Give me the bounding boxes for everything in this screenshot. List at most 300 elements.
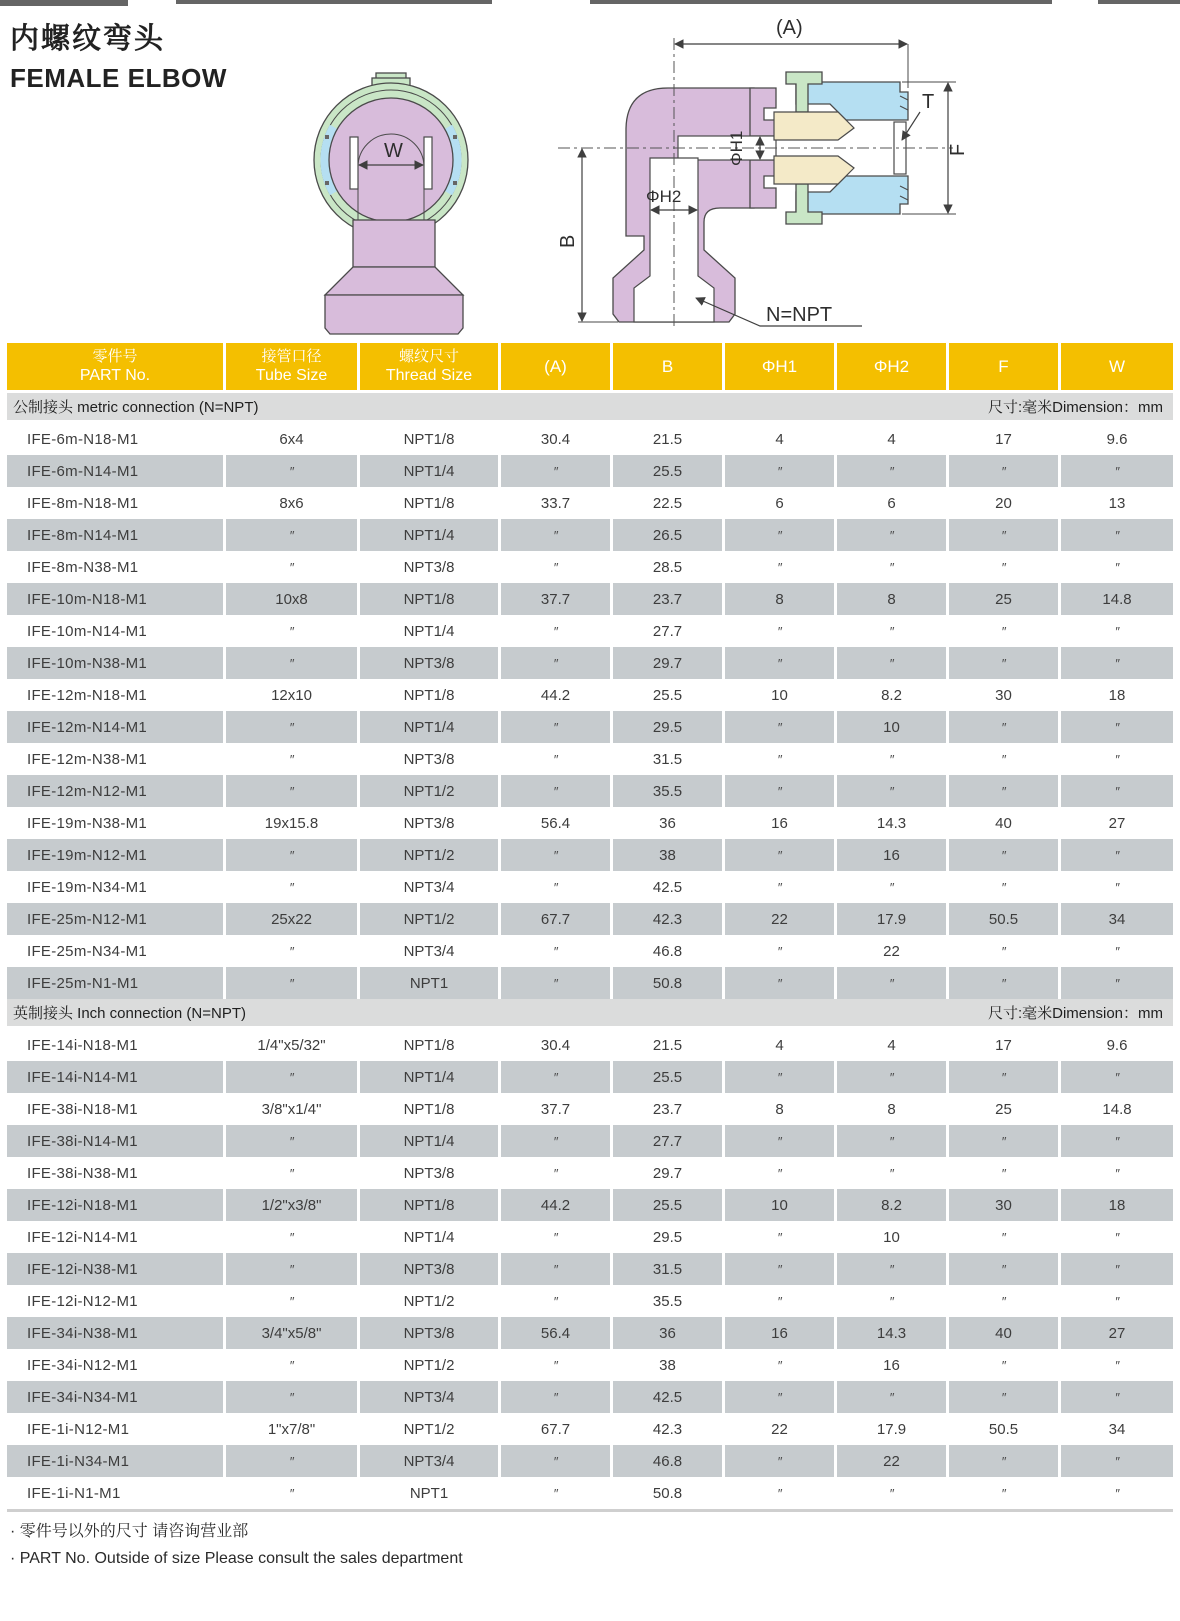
value-cell: ″ [226, 935, 360, 967]
value-cell: ″ [226, 839, 360, 871]
value-cell: ″ [837, 1285, 949, 1317]
value-cell: NPT1/2 [360, 903, 501, 935]
value-cell: 46.8 [613, 1445, 725, 1477]
value-cell: ″ [949, 519, 1061, 551]
value-cell: 25.5 [613, 1189, 725, 1221]
value-cell: 27 [1061, 807, 1173, 839]
value-cell: 35.5 [613, 775, 725, 807]
value-cell: 30.4 [501, 423, 613, 455]
table-row [7, 583, 1173, 615]
value-cell: ″ [501, 871, 613, 903]
value-cell: ″ [725, 839, 837, 871]
table-row [7, 935, 1173, 967]
value-cell: 23.7 [613, 583, 725, 615]
value-cell: ″ [1061, 1477, 1173, 1509]
value-cell: NPT1/4 [360, 615, 501, 647]
value-cell: ″ [501, 615, 613, 647]
value-cell: 16 [725, 807, 837, 839]
value-cell: ″ [725, 1221, 837, 1253]
part-no-cell: IFE-12i-N12-M1 [7, 1285, 226, 1317]
col-f: F [949, 343, 1061, 393]
part-no-cell: IFE-1i-N34-M1 [7, 1445, 226, 1477]
table-row [7, 679, 1173, 711]
value-cell: 44.2 [501, 1189, 613, 1221]
table-row [7, 551, 1173, 583]
value-cell: ″ [949, 1285, 1061, 1317]
value-cell: 8.2 [837, 679, 949, 711]
part-no-cell: IFE-25m-N1-M1 [7, 967, 226, 999]
value-cell: ″ [226, 647, 360, 679]
value-cell: ″ [949, 615, 1061, 647]
value-cell: NPT1/8 [360, 583, 501, 615]
value-cell: 22 [725, 1413, 837, 1445]
value-cell: ″ [949, 871, 1061, 903]
value-cell: NPT1/2 [360, 1285, 501, 1317]
value-cell: ″ [949, 1445, 1061, 1477]
section-header-row [7, 999, 1173, 1029]
value-cell: NPT3/8 [360, 1317, 501, 1349]
table-row [7, 1125, 1173, 1157]
value-cell: ″ [501, 743, 613, 775]
dimension-table [7, 343, 1173, 1512]
table-row [7, 647, 1173, 679]
dim-t-label: T [922, 91, 935, 113]
value-cell: ″ [226, 1285, 360, 1317]
value-cell: 67.7 [501, 903, 613, 935]
value-cell: NPT1/4 [360, 519, 501, 551]
table-body [7, 393, 1173, 1509]
value-cell: 16 [837, 839, 949, 871]
value-cell: ″ [226, 1061, 360, 1093]
value-cell: 9.6 [1061, 1029, 1173, 1061]
value-cell: ″ [949, 551, 1061, 583]
value-cell: 42.3 [613, 903, 725, 935]
value-cell: 29.5 [613, 1221, 725, 1253]
value-cell: ″ [949, 647, 1061, 679]
value-cell: 29.5 [613, 711, 725, 743]
body-flare [325, 267, 463, 295]
table-row [7, 1221, 1173, 1253]
value-cell: ″ [725, 615, 837, 647]
value-cell: 37.7 [501, 1093, 613, 1125]
table-row [7, 487, 1173, 519]
value-cell: ″ [837, 1157, 949, 1189]
value-cell: 14.8 [1061, 1093, 1173, 1125]
value-cell: ″ [226, 1253, 360, 1285]
dim-a-label: (A) [776, 17, 803, 39]
value-cell: 42.5 [613, 871, 725, 903]
part-no-cell: IFE-12m-N38-M1 [7, 743, 226, 775]
value-cell: ″ [1061, 871, 1173, 903]
part-no-cell: IFE-38i-N18-M1 [7, 1093, 226, 1125]
page-title-zh: 内螺纹弯头 [10, 23, 166, 55]
value-cell: ″ [1061, 1221, 1173, 1253]
part-no-cell: IFE-14i-N14-M1 [7, 1061, 226, 1093]
table-row [7, 903, 1173, 935]
value-cell: ″ [837, 1477, 949, 1509]
value-cell: ″ [501, 935, 613, 967]
value-cell: 67.7 [501, 1413, 613, 1445]
value-cell: ″ [501, 1125, 613, 1157]
value-cell: 20 [949, 487, 1061, 519]
value-cell: ″ [1061, 935, 1173, 967]
part-no-cell: IFE-1i-N1-M1 [7, 1477, 226, 1509]
value-cell: NPT1/4 [360, 1061, 501, 1093]
value-cell: 21.5 [613, 423, 725, 455]
value-cell: NPT1/4 [360, 455, 501, 487]
value-cell: ″ [1061, 967, 1173, 999]
value-cell: 12x10 [226, 679, 360, 711]
table-row [7, 1093, 1173, 1125]
value-cell: 38 [613, 1349, 725, 1381]
value-cell: 8 [837, 583, 949, 615]
value-cell: ″ [1061, 1285, 1173, 1317]
header [10, 16, 227, 94]
value-cell: NPT1/8 [360, 1093, 501, 1125]
value-cell: 3/8"x1/4" [226, 1093, 360, 1125]
value-cell: 25.5 [613, 679, 725, 711]
part-no-cell: IFE-19m-N34-M1 [7, 871, 226, 903]
value-cell: 3/4"x5/8" [226, 1317, 360, 1349]
section-header-row [7, 393, 1173, 423]
part-no-cell: IFE-6m-N14-M1 [7, 455, 226, 487]
part-no-cell: IFE-12m-N18-M1 [7, 679, 226, 711]
value-cell: 17.9 [837, 1413, 949, 1445]
table-row [7, 711, 1173, 743]
value-cell: NPT3/8 [360, 1253, 501, 1285]
value-cell: ″ [226, 743, 360, 775]
part-no-cell: IFE-19m-N38-M1 [7, 807, 226, 839]
value-cell: 8.2 [837, 1189, 949, 1221]
table-row [7, 455, 1173, 487]
value-cell: 25 [949, 583, 1061, 615]
value-cell: 8 [725, 1093, 837, 1125]
value-cell: 30.4 [501, 1029, 613, 1061]
value-cell: ″ [1061, 775, 1173, 807]
part-no-cell: IFE-14i-N18-M1 [7, 1029, 226, 1061]
value-cell: 22 [725, 903, 837, 935]
value-cell: ″ [725, 871, 837, 903]
value-cell: ″ [1061, 519, 1173, 551]
table-row [7, 1061, 1173, 1093]
col-h1: ΦH1 [725, 343, 837, 393]
value-cell: ″ [949, 455, 1061, 487]
value-cell: NPT1/4 [360, 1125, 501, 1157]
value-cell: ″ [949, 743, 1061, 775]
dimension-unit-note: 尺寸:毫米Dimension：mm [987, 399, 1163, 416]
value-cell: NPT3/4 [360, 1445, 501, 1477]
value-cell: ″ [226, 1381, 360, 1413]
value-cell: ″ [226, 775, 360, 807]
value-cell: ″ [837, 775, 949, 807]
value-cell: 21.5 [613, 1029, 725, 1061]
value-cell: NPT1/4 [360, 711, 501, 743]
value-cell: NPT3/8 [360, 647, 501, 679]
value-cell: 46.8 [613, 935, 725, 967]
part-no-cell: IFE-12m-N14-M1 [7, 711, 226, 743]
value-cell: ″ [1061, 647, 1173, 679]
table-row [7, 871, 1173, 903]
value-cell: ″ [837, 967, 949, 999]
value-cell: ″ [1061, 1157, 1173, 1189]
table-row [7, 1285, 1173, 1317]
value-cell: 16 [837, 1349, 949, 1381]
part-no-cell: IFE-1i-N12-M1 [7, 1413, 226, 1445]
value-cell: 50.5 [949, 903, 1061, 935]
part-no-cell: IFE-34i-N34-M1 [7, 1381, 226, 1413]
value-cell: 10 [837, 1221, 949, 1253]
value-cell: ″ [226, 1477, 360, 1509]
part-no-cell: IFE-12i-N18-M1 [7, 1189, 226, 1221]
value-cell: ″ [226, 1349, 360, 1381]
value-cell: 28.5 [613, 551, 725, 583]
value-cell: ″ [837, 1061, 949, 1093]
footnote-en: · PART No. Outside of size Please consult the sales department [10, 1550, 463, 1567]
table-header-row [7, 343, 1173, 393]
value-cell: ″ [837, 455, 949, 487]
value-cell: NPT1 [360, 967, 501, 999]
value-cell: 8x6 [226, 487, 360, 519]
value-cell: ″ [949, 1349, 1061, 1381]
value-cell: 18 [1061, 679, 1173, 711]
body-neck [353, 220, 435, 267]
value-cell: ″ [501, 1349, 613, 1381]
value-cell: 25.5 [613, 455, 725, 487]
part-no-cell: IFE-34i-N12-M1 [7, 1349, 226, 1381]
value-cell: ″ [226, 871, 360, 903]
value-cell: 6x4 [226, 423, 360, 455]
part-no-cell: IFE-6m-N18-M1 [7, 423, 226, 455]
value-cell: ″ [501, 647, 613, 679]
front-view-diagram [268, 52, 528, 347]
value-cell: NPT1/4 [360, 1221, 501, 1253]
value-cell: ″ [725, 743, 837, 775]
footnote-zh: · 零件号以外的尺寸 请咨询营业部 [10, 1523, 249, 1540]
table-row [7, 1157, 1173, 1189]
value-cell: ″ [501, 519, 613, 551]
value-cell: 10x8 [226, 583, 360, 615]
value-cell: 18 [1061, 1189, 1173, 1221]
section-title: 公制接头 metric connection (N=NPT) [13, 399, 259, 416]
value-cell: ″ [1061, 551, 1173, 583]
value-cell: 4 [837, 1029, 949, 1061]
value-cell: 44.2 [501, 679, 613, 711]
value-cell: 36 [613, 807, 725, 839]
value-cell: 17.9 [837, 903, 949, 935]
value-cell: NPT1/8 [360, 423, 501, 455]
value-cell: 31.5 [613, 743, 725, 775]
value-cell: ″ [725, 455, 837, 487]
value-cell: ″ [226, 615, 360, 647]
value-cell: ″ [1061, 743, 1173, 775]
value-cell: ″ [226, 1157, 360, 1189]
value-cell: ″ [725, 1157, 837, 1189]
value-cell: ″ [1061, 711, 1173, 743]
section-view-diagram [528, 8, 1008, 353]
value-cell: 56.4 [501, 807, 613, 839]
table-row [7, 967, 1173, 999]
value-cell: ″ [837, 615, 949, 647]
table-row [7, 1477, 1173, 1509]
table-row [7, 1413, 1173, 1445]
value-cell: NPT1/8 [360, 1189, 501, 1221]
value-cell: 37.7 [501, 583, 613, 615]
value-cell: ″ [501, 551, 613, 583]
value-cell: 4 [725, 423, 837, 455]
value-cell: ″ [1061, 615, 1173, 647]
value-cell: 23.7 [613, 1093, 725, 1125]
sleeve-bottom [774, 156, 854, 184]
value-cell: ″ [1061, 1381, 1173, 1413]
value-cell: ″ [949, 1125, 1061, 1157]
table-row [7, 1253, 1173, 1285]
part-no-cell: IFE-38i-N14-M1 [7, 1125, 226, 1157]
table-row [7, 519, 1173, 551]
value-cell: 6 [725, 487, 837, 519]
value-cell: 30 [949, 679, 1061, 711]
col-w: W [1061, 343, 1173, 393]
table-row [7, 1445, 1173, 1477]
value-cell: 38 [613, 839, 725, 871]
value-cell: ″ [501, 1381, 613, 1413]
section-title: 英制接头 Inch connection (N=NPT) [13, 1005, 246, 1022]
value-cell: ″ [226, 551, 360, 583]
value-cell: 27 [1061, 1317, 1173, 1349]
value-cell: ″ [837, 1253, 949, 1285]
part-no-cell: IFE-38i-N38-M1 [7, 1157, 226, 1189]
value-cell: 25.5 [613, 1061, 725, 1093]
value-cell: 35.5 [613, 1285, 725, 1317]
table-row [7, 807, 1173, 839]
table-row [7, 743, 1173, 775]
value-cell: 4 [837, 423, 949, 455]
value-cell: 6 [837, 487, 949, 519]
value-cell: 25 [949, 1093, 1061, 1125]
value-cell: 50.8 [613, 1477, 725, 1509]
value-cell: ″ [226, 455, 360, 487]
value-cell: ″ [1061, 1349, 1173, 1381]
value-cell: ″ [501, 775, 613, 807]
part-no-cell: IFE-12i-N38-M1 [7, 1253, 226, 1285]
dim-f-label: F [947, 143, 969, 156]
value-cell: ″ [949, 967, 1061, 999]
value-cell: ″ [1061, 1125, 1173, 1157]
value-cell: 50.5 [949, 1413, 1061, 1445]
value-cell: 16 [725, 1317, 837, 1349]
value-cell: ″ [725, 775, 837, 807]
value-cell: 36 [613, 1317, 725, 1349]
value-cell: ″ [725, 647, 837, 679]
col-h2: ΦH2 [837, 343, 949, 393]
value-cell: ″ [949, 1061, 1061, 1093]
value-cell: ″ [949, 935, 1061, 967]
value-cell: ″ [226, 1125, 360, 1157]
value-cell: ″ [837, 519, 949, 551]
value-cell: 31.5 [613, 1253, 725, 1285]
value-cell: ″ [1061, 1253, 1173, 1285]
value-cell: ″ [501, 1061, 613, 1093]
table-row [7, 1349, 1173, 1381]
value-cell: ″ [725, 1253, 837, 1285]
footnotes [10, 1518, 463, 1577]
value-cell: ″ [837, 871, 949, 903]
value-cell: 1/2"x3/8" [226, 1189, 360, 1221]
part-no-cell: IFE-10m-N14-M1 [7, 615, 226, 647]
value-cell: 29.7 [613, 647, 725, 679]
value-cell: 14.3 [837, 807, 949, 839]
table-row [7, 839, 1173, 871]
value-cell: ″ [501, 455, 613, 487]
value-cell: NPT3/4 [360, 935, 501, 967]
value-cell: ″ [1061, 1061, 1173, 1093]
value-cell: 26.5 [613, 519, 725, 551]
part-no-cell: IFE-25m-N34-M1 [7, 935, 226, 967]
value-cell: 42.5 [613, 1381, 725, 1413]
value-cell: NPT1/2 [360, 775, 501, 807]
value-cell: 10 [725, 1189, 837, 1221]
value-cell: ″ [949, 775, 1061, 807]
value-cell: NPT3/4 [360, 1381, 501, 1413]
value-cell: 33.7 [501, 487, 613, 519]
value-cell: ″ [226, 711, 360, 743]
table-row [7, 1189, 1173, 1221]
dim-h1-label: ΦH1 [727, 130, 746, 166]
value-cell: 14.8 [1061, 583, 1173, 615]
part-no-cell: IFE-10m-N18-M1 [7, 583, 226, 615]
value-cell: ″ [949, 1253, 1061, 1285]
value-cell: ″ [949, 839, 1061, 871]
value-cell: ″ [725, 1381, 837, 1413]
value-cell: ″ [501, 1157, 613, 1189]
value-cell: NPT3/8 [360, 551, 501, 583]
value-cell: ″ [501, 1253, 613, 1285]
value-cell: ″ [725, 711, 837, 743]
value-cell: 22.5 [613, 487, 725, 519]
value-cell: ″ [501, 1477, 613, 1509]
value-cell: NPT1/2 [360, 1349, 501, 1381]
value-cell: 17 [949, 423, 1061, 455]
value-cell: ″ [226, 967, 360, 999]
table-row [7, 615, 1173, 647]
value-cell: 1"x7/8" [226, 1413, 360, 1445]
table-row [7, 775, 1173, 807]
dimension-unit-note: 尺寸:毫米Dimension：mm [987, 1005, 1163, 1022]
value-cell: ″ [949, 711, 1061, 743]
col-a: (A) [501, 343, 613, 393]
value-cell: NPT3/8 [360, 1157, 501, 1189]
dim-h2-label: ΦH2 [646, 187, 682, 206]
value-cell: ″ [837, 1381, 949, 1413]
value-cell: ″ [949, 1157, 1061, 1189]
value-cell: 25x22 [226, 903, 360, 935]
value-cell: ″ [725, 519, 837, 551]
part-no-cell: IFE-8m-N14-M1 [7, 519, 226, 551]
table-row [7, 1029, 1173, 1061]
value-cell: 42.3 [613, 1413, 725, 1445]
value-cell: ″ [725, 967, 837, 999]
value-cell: NPT1/2 [360, 1413, 501, 1445]
page-title-en: FEMALE ELBOW [10, 63, 227, 93]
value-cell: 8 [725, 583, 837, 615]
col-thread-size: 螺纹尺寸 Thread Size [360, 343, 501, 393]
npt-note-label: N=NPT [766, 304, 833, 326]
sleeve-top [774, 112, 854, 140]
value-cell: ″ [837, 647, 949, 679]
value-cell: ″ [226, 1221, 360, 1253]
col-part-no: 零件号 PART No. [7, 343, 226, 393]
value-cell: NPT3/8 [360, 743, 501, 775]
body-port [325, 295, 463, 334]
